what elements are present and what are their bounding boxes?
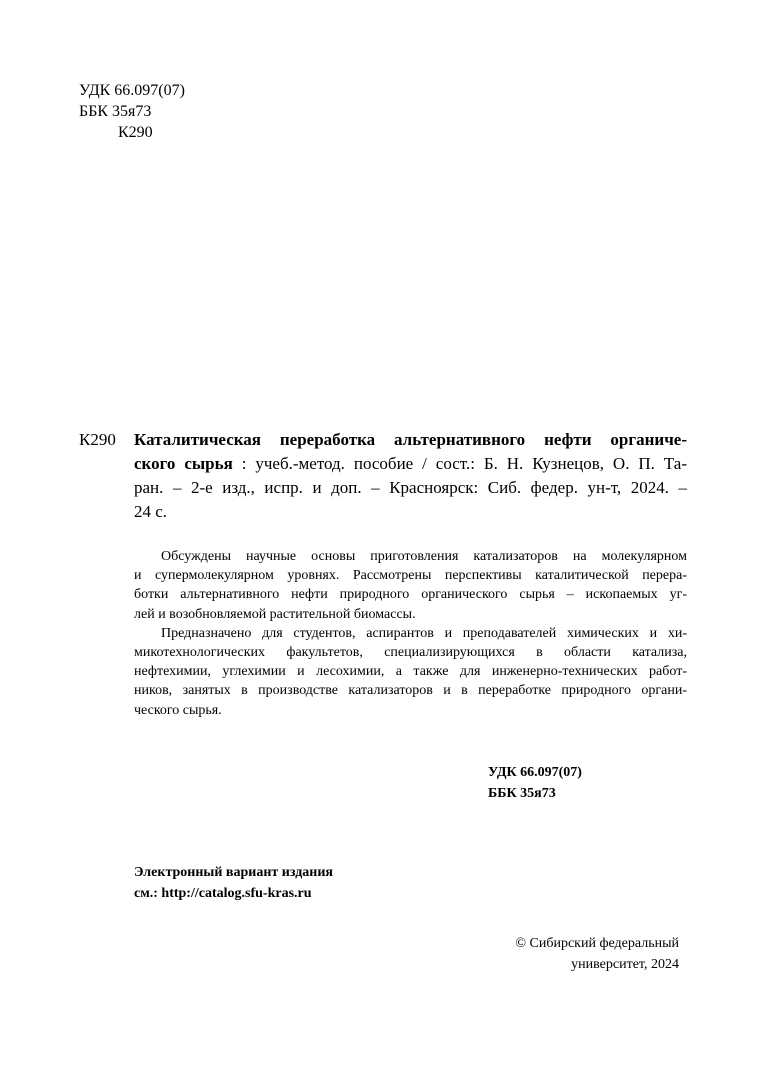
entry-text-part: 24 с. [134,502,168,521]
abstract-line: ботки альтернативного нефти природного органического сырья – ископаемых уг- [134,587,687,603]
footer-bbk-code: ББК 35я73 [488,786,556,801]
bibliographic-description [134,428,687,524]
entry-line [134,500,687,524]
electronic-version-note [134,862,333,904]
entry-line [134,428,687,452]
entry-text-part: ран. – 2-е изд., испр. и доп. – Красноярск: Сиб. федер. ун-т, 2024. – [134,478,687,497]
abstract-line: ческого сырья. [134,702,222,718]
copyright-holder: © Сибирский федеральный [515,936,679,951]
top-codes [79,80,185,143]
entry-text-part: : учеб.-метод. пособие / сост.: Б. Н. Кузнецов, О. П. Та- [232,454,687,473]
abstract-line: лей и возобновляемой растительной биомассы. [134,606,416,622]
entry-code: К290 [79,430,116,449]
abstract-line: нефтехимии, углехимии и лесохимии, а также для инженерно-технических работ- [134,664,687,680]
udk-code: УДК 66.097(07) [79,82,185,99]
entry-title-part: Каталитическая переработка альтернативного нефти органиче- [134,430,687,449]
copyright [515,933,679,975]
copyright-year: университет, 2024 [571,957,679,972]
abstract-line: микотехнологических факультетов, специализирующихся в области катализа, [134,644,687,660]
electronic-version-label: Электронный вариант издания [134,865,333,880]
author-mark: К290 [118,124,153,141]
abstract-line: ников, занятых в производстве катализаторов и в переработке природного органи- [134,683,687,699]
entry-title-part: ского сырья [134,454,233,473]
abstract-line: Предназначено для студентов, аспирантов и преподавателей химических и хи- [161,625,687,641]
abstract-line: и супермолекулярном уровнях. Рассмотрены перспективы каталитической перера- [134,568,687,584]
entry-line [134,476,687,500]
footer-udk-code: УДК 66.097(07) [488,765,582,780]
electronic-version-url: см.: http://catalog.sfu-kras.ru [134,886,312,901]
abstract [134,547,687,720]
abstract-line: Обсуждены научные основы приготовления катализаторов на молекулярном [161,549,687,564]
entry-line [134,452,687,476]
bottom-codes [488,762,582,804]
bbk-code: ББК 35я73 [79,103,152,120]
